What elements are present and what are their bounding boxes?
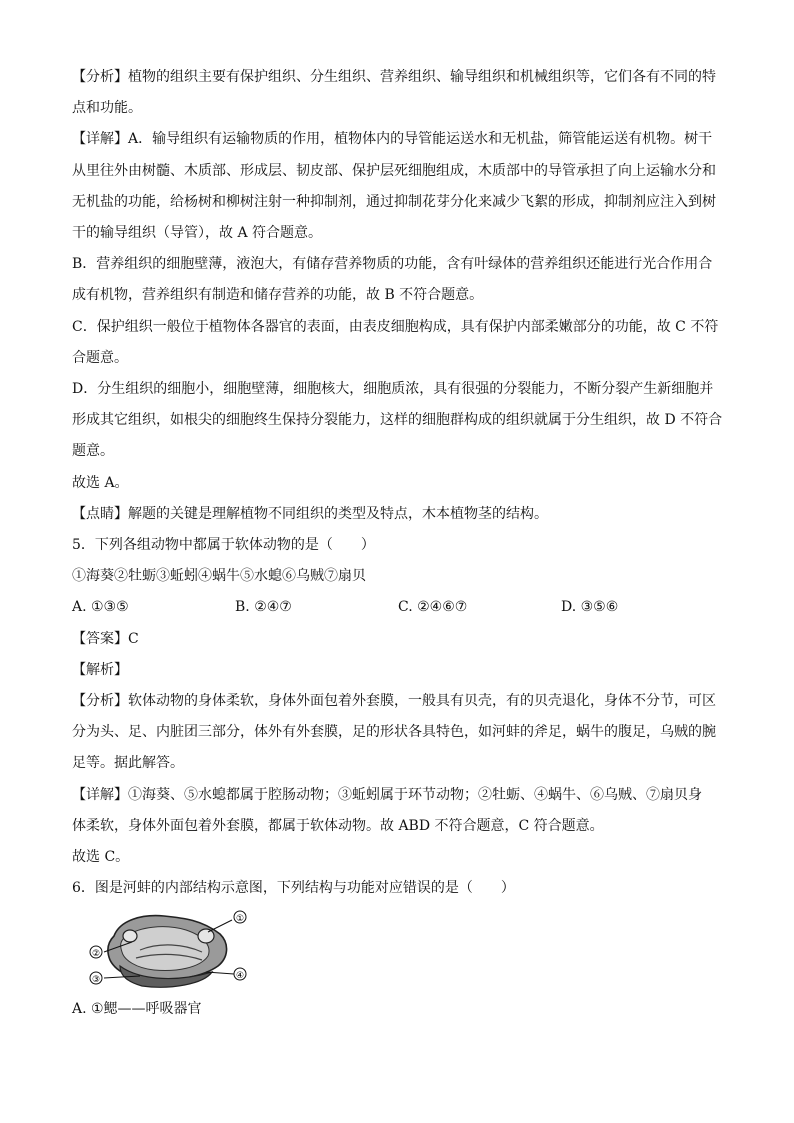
detail-a-line-3: 无机盐的功能，给杨树和柳树注射一种抑制剂，通过抑制花芽分化来减少飞絮的形成，抑制剂应注入到树 xyxy=(72,193,716,210)
detail-b-line-2: 成有机物，营养组织有制造和储存营养的功能，故 B 不符合题意。 xyxy=(72,287,484,304)
detail-a-line-1: 【详解】A．输导组织有运输物质的作用，植物体内的导管能运送水和无机盐，筛管能运送有机物。树干 xyxy=(72,131,713,148)
q5-detail-line-2: 体柔软，身体外面包着外套膜，都属于软体动物。故 ABD 不符合题意，C 符合题意。 xyxy=(72,817,604,834)
option-b: B. ②④⑦ xyxy=(235,599,292,616)
question-5-items: ①海葵②牡蛎③蚯蚓④蜗牛⑤水螅⑥乌贼⑦扇贝 xyxy=(72,568,366,585)
question-5-options xyxy=(72,592,724,623)
q5-analysis-line-1: 【分析】软体动物的身体柔软，身体外面包着外套膜，一般具有贝壳，有的贝壳退化，身体不分节，可区 xyxy=(72,693,716,710)
detail-d-line-2: 形成其它组织，如根尖的细胞终生保持分裂能力，这样的细胞群构成的组织就属于分生组织，故 D 不符合 xyxy=(72,412,723,429)
q5-detail-line-1: 【详解】①海葵、⑤水螅都属于腔肠动物；③蚯蚓属于环节动物；②牡蛎、④蜗牛、⑥乌贼、⑦扇贝身 xyxy=(72,786,702,803)
option-d: D. ③⑤⑥ xyxy=(561,599,619,616)
label-3: ③ xyxy=(91,975,101,986)
question-5-stem: 5．下列各组动物中都属于软体动物的是（ ） xyxy=(72,537,375,554)
mussel-diagram xyxy=(72,906,272,994)
key-point-line: 【点睛】解题的关键是理解植物不同组织的类型及特点，木本植物茎的结构。 xyxy=(72,505,548,522)
detail-d-line-3: 题意。 xyxy=(72,443,114,460)
option-c: C. ②④⑥⑦ xyxy=(398,599,468,616)
detail-a-line-4: 干的输导组织（导管），故 A 符合题意。 xyxy=(72,225,323,242)
label-4: ④ xyxy=(235,971,245,982)
q5-answer-choice: 故选 C。 xyxy=(72,849,130,866)
question-6-stem: 6．图是河蚌的内部结构示意图，下列结构与功能对应错误的是（ ） xyxy=(72,880,515,897)
detail-c-line-1: C．保护组织一般位于植物体各器官的表面，由表皮细胞构成，具有保护内部柔嫩部分的功能，故 C 不符 xyxy=(72,318,719,335)
analysis-line-1: 【分析】植物的组织主要有保护组织、分生组织、营养组织、输导组织和机械组织等，它们各有不同的特 xyxy=(72,69,716,85)
answer-label: 【答案】C xyxy=(72,630,139,647)
answer-choice-line: 故选 A。 xyxy=(72,474,129,491)
mussel-illustration xyxy=(80,906,250,992)
analysis-line-2: 点和功能。 xyxy=(72,100,142,117)
detail-c-line-2: 合题意。 xyxy=(72,349,128,366)
option-a: A. ①③⑤ xyxy=(72,599,129,616)
page-content xyxy=(72,62,724,1026)
label-2: ② xyxy=(91,949,101,960)
explanation-label: 【解析】 xyxy=(72,661,128,678)
q5-analysis-line-3: 足等。据此解答。 xyxy=(72,755,184,772)
label-1: ① xyxy=(235,914,245,925)
detail-b-line-1: B．营养组织的细胞壁薄，液泡大，有储存营养物质的功能，含有叶绿体的营养组织还能进行光合作用合 xyxy=(72,256,713,273)
detail-d-line-1: D．分生组织的细胞小，细胞壁薄，细胞核大，细胞质浓，具有很强的分裂能力，不断分裂产生新细胞并 xyxy=(72,381,714,398)
question-6-option-a: A. ①鳃——呼吸器官 xyxy=(72,1001,202,1018)
q5-analysis-line-2: 分为头、足、内脏团三部分，体外有外套膜，足的形状各具特色，如河蚌的斧足，蜗牛的腹足，乌贼的腕 xyxy=(72,724,716,741)
detail-a-line-2: 从里往外由树髓、木质部、形成层、韧皮部、保护层死细胞组成，木质部中的导管承担了向上运输水分和 xyxy=(72,162,716,179)
